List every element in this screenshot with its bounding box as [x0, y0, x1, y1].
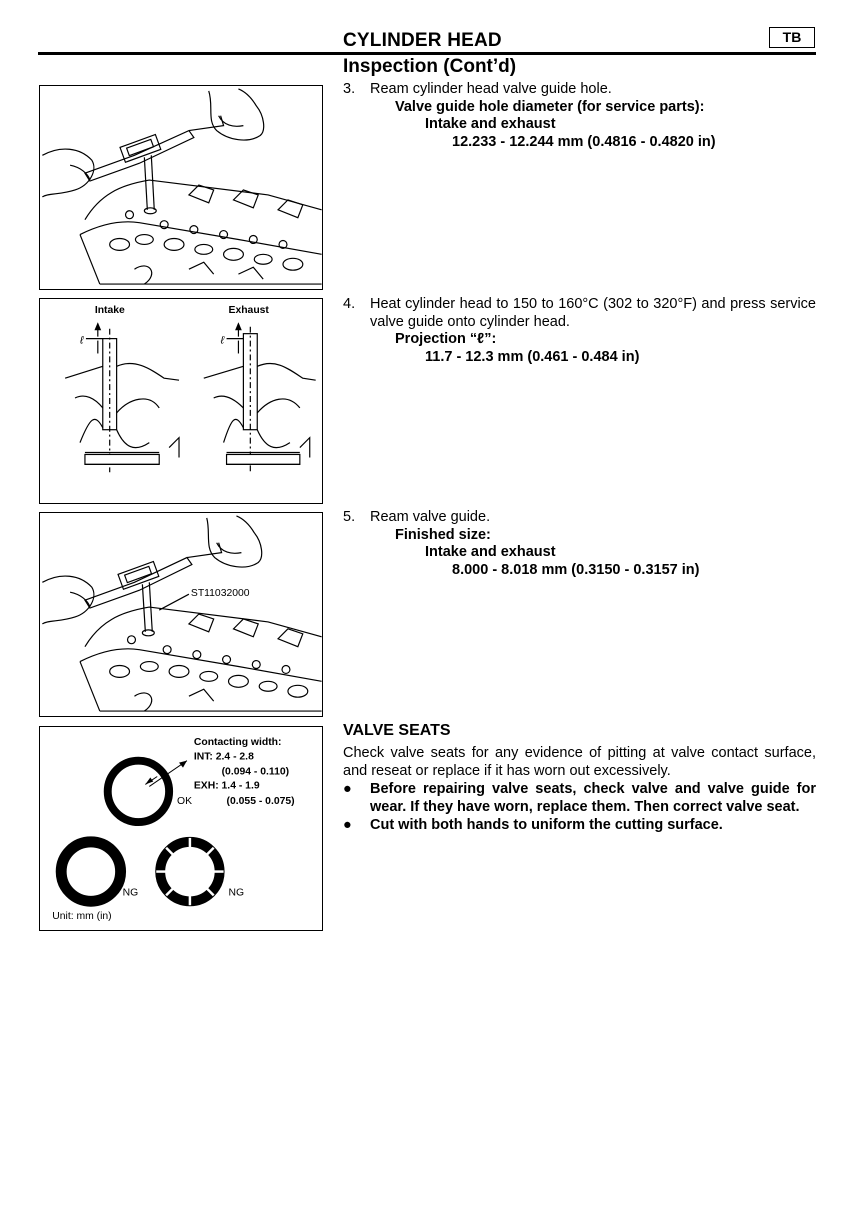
step-text: Ream cylinder head valve guide hole.	[370, 81, 612, 97]
spec-label: Valve guide hole diameter (for service parts):	[395, 98, 705, 115]
int-width-in: (0.094 - 0.110)	[221, 766, 290, 778]
figure-valve-seat-contact	[39, 726, 323, 931]
bullet-icon: ●	[343, 781, 352, 797]
unit-label: Unit: mm (in)	[52, 911, 112, 923]
section-badge: TB	[769, 27, 815, 48]
list-item	[343, 781, 816, 816]
spec-value: 8.000 - 8.018 mm (0.3150 - 0.3157 in)	[452, 561, 700, 578]
ell-label-intake: ℓ	[79, 334, 84, 347]
step-4	[343, 296, 816, 366]
section-title: Inspection (Cont’d)	[343, 56, 517, 77]
step-number: 5.	[343, 509, 356, 525]
ng-label-2: NG	[228, 887, 245, 899]
step-text: Ream valve guide.	[370, 509, 491, 525]
projection-illustration	[40, 299, 322, 503]
seat-contact-illustration	[40, 727, 322, 930]
figure-guide-projection	[39, 298, 323, 504]
header-divider	[38, 52, 816, 55]
step-5	[343, 509, 816, 579]
bullet-text: Cut with both hands to uniform the cutting surface.	[370, 817, 723, 833]
reamer-tool-illustration	[40, 513, 322, 716]
ok-seat-ring	[108, 761, 169, 822]
contact-width-title: Contacting width:	[193, 736, 282, 748]
reamer-illustration	[40, 86, 322, 289]
tool-number-label: ST11032000	[190, 588, 250, 600]
int-width: INT: 2.4 - 2.8	[193, 751, 254, 763]
ng-label-1: NG	[122, 887, 139, 899]
spec-label: Finished size:	[395, 526, 491, 543]
exh-width: EXH: 1.4 - 1.9	[193, 780, 260, 792]
valve-seats-heading: VALVE SEATS	[343, 722, 451, 739]
list-item	[343, 817, 816, 835]
bullet-icon: ●	[343, 817, 352, 833]
intake-label: Intake	[94, 304, 125, 316]
valve-seats-bullets	[343, 781, 816, 836]
spec-value: 12.233 - 12.244 mm (0.4816 - 0.4820 in)	[452, 133, 716, 150]
figure-ream-valve-guide	[39, 512, 323, 717]
step-number: 3.	[343, 81, 356, 97]
spec-sub: Intake and exhaust	[425, 116, 556, 132]
ok-label: OK	[177, 796, 193, 808]
step-text: Heat cylinder head to 150 to 160°C (302 to 320°F) and press service valve guide onto cylinder head.	[370, 296, 816, 330]
exhaust-label: Exhaust	[228, 304, 269, 316]
step-number: 4.	[343, 296, 356, 312]
step-3	[343, 81, 816, 151]
spec-value: 11.7 - 12.3 mm (0.461 - 0.484 in)	[425, 348, 640, 365]
spec-label: Projection “ℓ”:	[395, 331, 497, 347]
ell-label-exhaust: ℓ	[220, 334, 225, 347]
bullet-text: Before repairing valve seats, check valve and valve guide for wear. If they have worn, replace them. Then correct valve seat.	[370, 781, 816, 815]
figure-ream-guide-hole	[39, 85, 323, 290]
exh-width-in: (0.055 - 0.075)	[226, 796, 295, 808]
spec-sub: Intake and exhaust	[425, 544, 556, 560]
valve-seats-body: Check valve seats for any evidence of pitting at valve contact surface, and reseat or replace if it has worn out excessively.	[343, 745, 816, 779]
page-title: CYLINDER HEAD	[343, 30, 502, 51]
ng-seat-ring-wide	[61, 842, 120, 901]
